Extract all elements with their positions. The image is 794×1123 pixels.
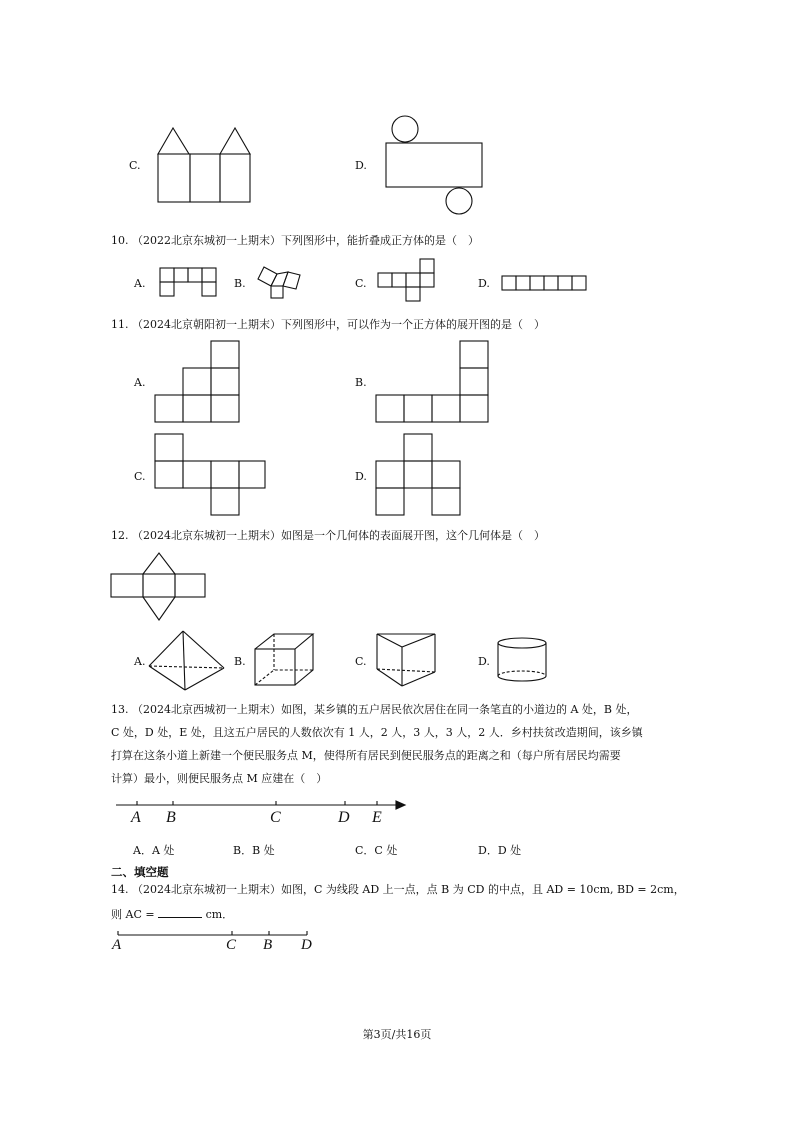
- q11-option-a-label: A.: [134, 376, 146, 389]
- q14-stem: 14. （2024北京东城初一上期末）如图，C 为线段 AD 上一点，点 B 为 CD 的中点，且 AD = 10cm, BD = 2cm，: [111, 883, 685, 896]
- q10-stem: 10. （2022北京东城初一上期末）下列图形中，能折叠成正方体的是（ ）: [111, 234, 479, 247]
- q13-option-b: B．B 处: [233, 844, 275, 857]
- q11-option-b-label: B.: [355, 376, 367, 389]
- q14-point-b: B: [263, 937, 273, 953]
- section-heading: 二、填空题: [111, 867, 169, 879]
- q13-stem-line4: 计算）最小，则便民服务点 M 应建在（ ）: [111, 772, 328, 785]
- q9-option-c-label: C.: [129, 159, 141, 172]
- q11-stem: 11. （2024北京朝阳初一上期末）下列图形中，可以作为一个正方体的展开图的是（ ）: [111, 318, 545, 331]
- q10-option-c-label: C.: [355, 277, 367, 290]
- q11-option-c-label: C.: [134, 470, 146, 483]
- q13-stem-line3: 打算在这条小道上新建一个便民服务点 M，使得所有居民到便民服务点的距离之和（每户所有居民均需要: [111, 749, 621, 762]
- q11-option-d-label: D.: [355, 470, 367, 483]
- q10-option-a-label: A.: [134, 277, 146, 290]
- q12-option-c-label: C.: [355, 655, 367, 668]
- page-footer: 第3页/共16页: [362, 1028, 432, 1041]
- q10-option-b-label: B.: [234, 277, 246, 290]
- q13-point-b: B: [166, 809, 176, 826]
- q13-option-a: A．A 处: [133, 844, 175, 857]
- q13-point-a: A: [131, 809, 141, 826]
- q12-option-b-label: B.: [234, 655, 246, 668]
- q9-option-d-label: D.: [355, 159, 367, 172]
- q13-point-e: E: [372, 809, 382, 826]
- q13-point-d: D: [338, 809, 350, 826]
- q12-option-a-label: A.: [134, 655, 146, 668]
- q14-answer-line: 则 AC = cm．: [111, 908, 234, 921]
- q13-option-d: D．D 处: [478, 844, 522, 857]
- q13-stem-line1: 13. （2024北京西城初一上期末）如图，某乡镇的五户居民依次居住在同一条笔直的小道边的 A 处，B 处，: [111, 703, 638, 716]
- q13-option-c: C．C 处: [355, 844, 398, 857]
- q14-point-d: D: [301, 937, 312, 953]
- q14-point-c: C: [226, 937, 237, 953]
- q13-stem-line2: C 处，D 处，E 处，且这五户居民的人数依次有 1 人，2 人，3 人，3 人，2 人．乡村扶贫改造期间，该乡镇: [111, 726, 643, 739]
- q10-option-d-label: D.: [478, 277, 490, 290]
- q13-point-c: C: [270, 809, 281, 826]
- q12-option-d-label: D.: [478, 655, 490, 668]
- q12-stem: 12. （2024北京东城初一上期末）如图是一个几何体的表面展开图，这个几何体是（ ）: [111, 529, 545, 542]
- q14-point-a: A: [112, 937, 122, 953]
